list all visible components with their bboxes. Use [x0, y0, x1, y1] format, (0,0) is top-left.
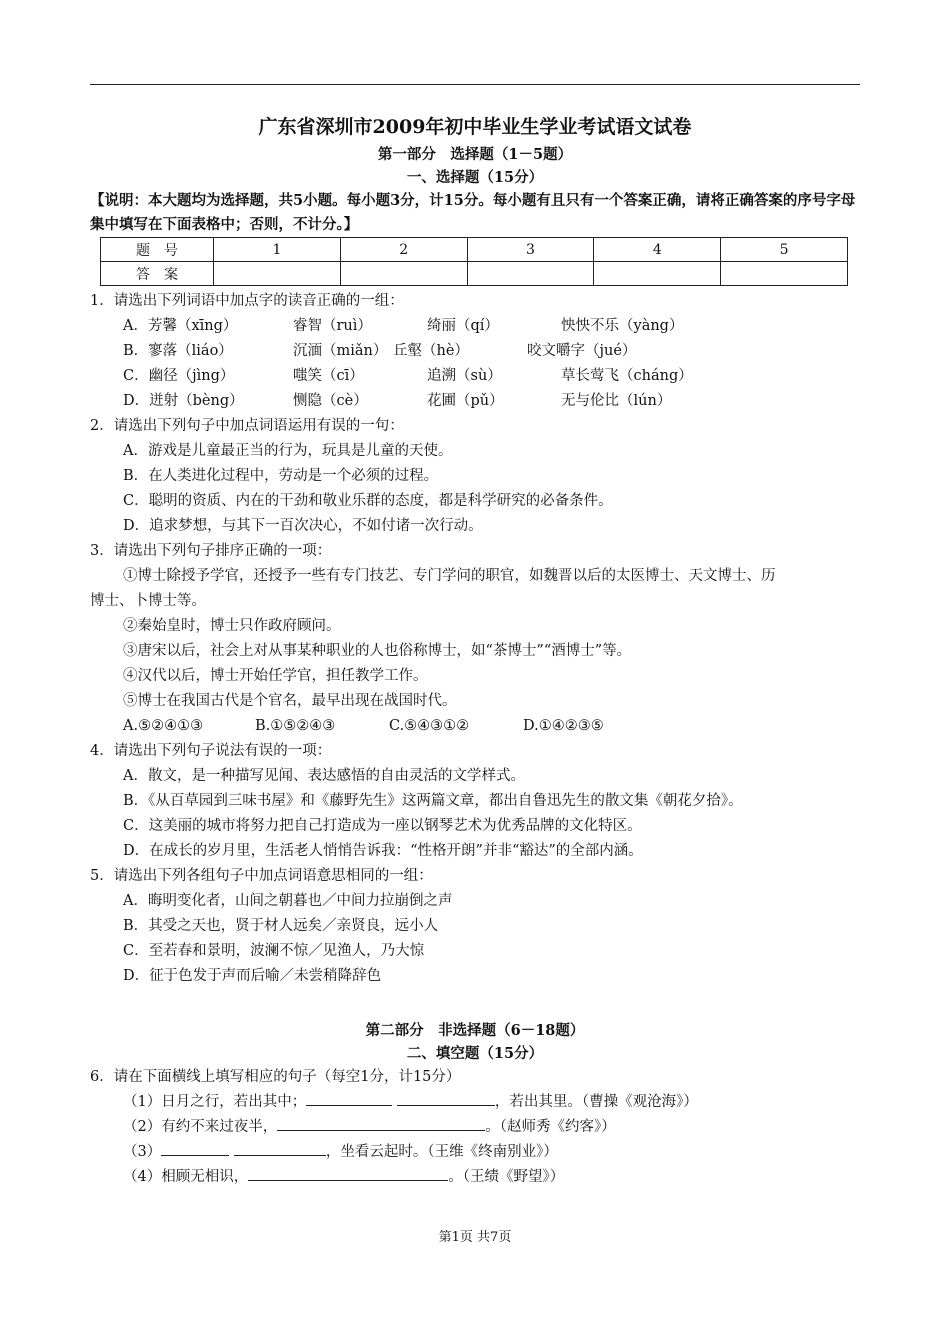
q5-option-a: A．晦明变化者，山间之朝暮也／中间力拉崩倒之声 — [123, 893, 453, 909]
part1-heading: 第一部分 选择题（1－5题） — [377, 146, 573, 163]
part2-heading: 第二部分 非选择题（6－18题） — [365, 1022, 585, 1039]
table-label-number: 题 号 — [101, 238, 214, 262]
q6-1-prefix: （1）日月之行，若出其中； — [123, 1094, 307, 1110]
q1-b-word4: 咬文嚼字（jué） — [527, 343, 637, 359]
q1-b-word2: 沉湎（miǎn） — [293, 343, 388, 359]
q1-stem: 1．请选出下列词语中加点字的读音正确的一组： — [90, 293, 404, 309]
answer-cell-4[interactable] — [594, 262, 721, 286]
q1-a-word1: A．芳馨（xīng） — [123, 318, 238, 334]
q3-sentence-4: ④汉代以后，博士开始任学官，担任教学工作。 — [123, 668, 428, 684]
q2-option-d: D．追求梦想，与其下一百次决心，不如付诸一次行动。 — [123, 518, 483, 534]
q1-a-word2: 睿智（ruì） — [293, 318, 372, 334]
answer-cell-1[interactable] — [214, 262, 341, 286]
q4-option-c: C．这美丽的城市将努力把自己打造成为一座以钢琴艺术为优秀品牌的文化特区。 — [123, 818, 642, 834]
q6-4-prefix: （4）相顾无相识， — [123, 1169, 249, 1185]
q1-d-word4: 无与伦比（lún） — [561, 393, 672, 409]
answer-cell-2[interactable] — [340, 262, 467, 286]
q1-option-a — [90, 314, 860, 339]
q6-1-blank-b[interactable] — [397, 1090, 495, 1106]
section2-heading: 二、填空题（15分） — [406, 1045, 544, 1062]
answer-table-row — [101, 238, 848, 262]
q1-c-word1: C．幽径（jìng） — [123, 368, 235, 384]
q6-line-1 — [90, 1090, 860, 1115]
answer-cell-5[interactable] — [721, 262, 848, 286]
section-gap — [90, 989, 860, 1017]
q6-2-suffix: 。（赵师秀《约客》） — [485, 1119, 616, 1135]
q3-sentence-2: ②秦始皇时，博士只作政府顾问。 — [123, 618, 341, 634]
table-col-1: 1 — [214, 238, 341, 262]
q6-stem: 6．请在下面横线上填写相应的句子（每空1分，计15分） — [90, 1069, 461, 1085]
q1-c-word2: 嗤笑（cī） — [293, 368, 364, 384]
q6-3-prefix: （3） — [123, 1144, 162, 1160]
instruction: 【说明：本大题均为选择题，共5小题。每小题3分，计15分。每小题有且只有一个答案正确，请将正确答案的序号字母集中填写在下面表格中；否则，不计分。】 — [90, 192, 856, 233]
q3-sentence-3: ③唐宋以后，社会上对从事某种职业的人也俗称博士，如“茶博士”“酒博士”等。 — [123, 643, 632, 659]
q3-stem: 3．请选出下列句子排序正确的一项： — [90, 543, 332, 559]
table-col-4: 4 — [594, 238, 721, 262]
q1-b-word1: B．寥落（liáo） — [123, 343, 233, 359]
q4-option-a: A．散文，是一种描写见闻、表达感悟的自由灵活的文学样式。 — [123, 768, 525, 784]
q6-1-suffix: ，若出其里。（曹操《观沧海》） — [494, 1094, 698, 1110]
q3-choices — [90, 714, 860, 739]
q1-option-d — [90, 389, 860, 414]
q3-choice-d: D.①④②③⑤ — [523, 718, 604, 734]
table-col-2: 2 — [340, 238, 467, 262]
answer-cell-3[interactable] — [467, 262, 594, 286]
q6-2-blank[interactable] — [277, 1115, 485, 1131]
q1-d-word3: 花圃（pǔ） — [427, 393, 504, 409]
q1-option-b — [90, 339, 860, 364]
q5-stem: 5．请选出下列各组句子中加点词语意思相同的一组： — [90, 868, 433, 884]
q1-b-word3: 丘壑（hè） — [393, 343, 469, 359]
q1-d-word1: D．迸射（bèng） — [123, 393, 244, 409]
table-col-5: 5 — [721, 238, 848, 262]
q6-4-suffix: 。（王绩《野望》） — [448, 1169, 565, 1185]
q4-option-d: D．在成长的岁月里，生活老人悄悄告诉我：“性格开朗”并非“豁达”的全部内涵。 — [123, 843, 643, 859]
q1-option-c — [90, 364, 860, 389]
q1-d-word2: 恻隐（cè） — [293, 393, 368, 409]
q6-line-4 — [90, 1165, 860, 1190]
answer-table — [100, 237, 848, 286]
q5-option-c: C．至若春和景明，波澜不惊／见渔人，乃大惊 — [123, 943, 425, 959]
q5-option-b: B．其受之天也，贤于材人远矣／亲贤良，远小人 — [123, 918, 439, 934]
answer-table-row — [101, 262, 848, 286]
q1-a-word3: 绮丽（qí） — [427, 318, 499, 334]
q3-choice-b: B.①⑤②④③ — [255, 718, 336, 734]
top-rule — [90, 84, 860, 85]
q2-option-a: A．游戏是儿童最正当的行为，玩具是儿童的天使。 — [123, 443, 453, 459]
q6-3-suffix: ，坐看云起时。（王维《终南别业》） — [325, 1144, 558, 1160]
q2-stem: 2．请选出下列句子中加点词语运用有误的一句： — [90, 418, 404, 434]
page-footer: 第1页 共7页 — [438, 1230, 512, 1245]
q6-3-blank-a[interactable] — [161, 1140, 229, 1156]
q4-stem: 4．请选出下列句子说法有误的一项： — [90, 743, 332, 759]
q6-line-2 — [90, 1115, 860, 1140]
q1-c-word4: 草长莺飞（cháng） — [561, 368, 693, 384]
q3-sentence-5: ⑤博士在我国古代是个官名，最早出现在战国时代。 — [123, 693, 457, 709]
q6-3-blank-b[interactable] — [234, 1140, 326, 1156]
q3-choice-c: C.⑤④③①② — [389, 718, 470, 734]
table-col-3: 3 — [467, 238, 594, 262]
q2-option-c: C．聪明的资质、内在的干劲和敬业乐群的态度，都是科学研究的必备条件。 — [123, 493, 613, 509]
q2-option-b: B．在人类进化过程中，劳动是一个必须的过程。 — [123, 468, 439, 484]
section1-heading: 一、选择题（15分） — [406, 169, 544, 186]
q4-option-b: B．《从百草园到三味书屋》和《藤野先生》这两篇文章，都出自鲁迅先生的散文集《朝花夕拾》。 — [123, 793, 743, 809]
q1-a-word4: 怏怏不乐（yàng） — [561, 318, 684, 334]
q5-option-d: D．征于色发于声而后喻／未尝稍降辞色 — [123, 968, 382, 984]
q6-1-blank-a[interactable] — [306, 1090, 392, 1106]
q3-choice-a: A.⑤②④①③ — [123, 718, 204, 734]
q3-sentence-1a: ①博士除授予学官，还授予一些有专门技艺、专门学问的职官，如魏晋以后的太医博士、天文博士、历 — [123, 568, 776, 584]
q1-c-word3: 追溯（sù） — [427, 368, 502, 384]
q6-2-prefix: （2）有约不来过夜半， — [123, 1119, 278, 1135]
exam-title: 广东省深圳市2009年初中毕业生学业考试语文试卷 — [258, 116, 692, 138]
exam-page — [90, 112, 860, 1190]
q3-sentence-1b: 博士、卜博士等。 — [90, 593, 206, 609]
q6-4-blank[interactable] — [248, 1165, 448, 1181]
table-label-answer: 答 案 — [101, 262, 214, 286]
q6-line-3 — [90, 1140, 860, 1165]
